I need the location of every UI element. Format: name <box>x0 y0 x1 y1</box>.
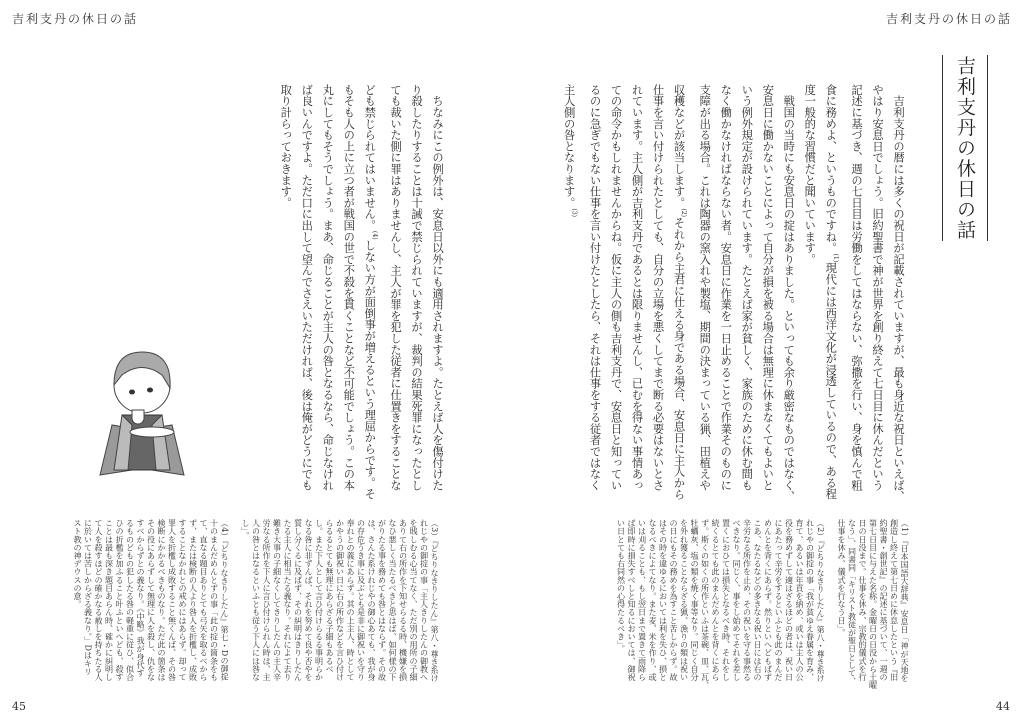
text-line: ちなみにこの例外は、安息日以外にも適用されますよ。たとえば人を傷付けた <box>431 84 444 491</box>
character-illustration <box>92 330 192 480</box>
text-line: 主人側の咎となります。$^{(3)}$ <box>562 84 578 218</box>
text-line: 食に務めよ、というものですね。$^{(1)}$現代には西洋文化が浸透しているので、ある程 <box>824 84 839 500</box>
footnote-line: ことは最も深き題目あらん時、確かに糾明し <box>104 519 115 681</box>
text-line: 安息日に働かないことによって自分が損を被る場合は無理に休まなくてもよいと <box>761 84 775 491</box>
footnote-line: 罪人を折檻し成敗すること無くんば、その咎 <box>167 519 178 681</box>
text-line: いう例外規定が設けられています。たとえば家が貧しく、家族のために休む間も <box>740 84 754 491</box>
footnote-line: ありて右の所作を下知せらるる時、機嫌を損 <box>398 519 409 681</box>
footnote-line: し。また下人として言ひ付けらるる事明らか <box>314 519 325 681</box>
footnote-line: こあ、なたるなどの多きなる祝い日には右の <box>753 519 763 681</box>
footnote-line: に於いては苦しからざる義なり。」Dはキリ <box>83 519 94 676</box>
footnote-line: （4）『どちりなきりしたん』第七・Dの御掟 <box>220 519 230 681</box>
left-main-text <box>275 84 448 504</box>
text-line: り殺したりすることは十誡で禁じられていますが、裁判の結果死罪になったとし <box>410 84 423 491</box>
text-line: ば良いんですよ。ただ口に出して望んでさえいただければ、後は俺がどうにでも <box>300 84 314 491</box>
left-page-number: 45 <box>12 700 26 713</box>
footnote-line: （2）『どちりなきりしたん』第八・尊き系け <box>816 519 826 683</box>
footnote-line: 難き大事の子細なくしてきりしたんの主人辛 <box>272 519 283 681</box>
footnote-line: 辛労なる所作を止め、その祝いを守る事然る <box>742 519 753 681</box>
footnote-line: 労なる所作を下人に言ひ付けられん時は、主 <box>262 519 272 681</box>
footnote-line: 質し分くるに及ばず、その糾明はきりしたん <box>293 519 304 681</box>
right-page-number: 44 <box>996 700 1010 713</box>
text-line: もそも人の上に立つ者が戦国の世で不殺を貫くことなど不可能でしょう。この本 <box>342 84 356 491</box>
footnote-line: の存危うき事に及ぶとも是非に御祝いを守り <box>356 519 367 681</box>
text-line: 取り計らっておきます。 <box>279 84 293 209</box>
footnote-line: ず。斯くの如くの所作といふは茶碗、皿、瓦、 <box>700 519 711 690</box>
footnote-line: るものどもの犯したる咎の軽重に従ひ、似合 <box>125 519 136 681</box>
text-line: 収穫などが該当します。$^{(2)}$それから主君に仕える身である場合、安息日に主人から <box>672 84 688 500</box>
text-line: れています。主人側が吉利支丹であるとは限りませんし、已むを得ない事情あっ <box>630 84 644 491</box>
footnote-line: にあたって辛労をするといふとも此のまんだ <box>774 519 784 681</box>
footnote-line: れじやの御掟の事「主人きりしたんの御教へ <box>419 519 430 681</box>
footnote-line: （3）『どちりなきりしたん』第八・尊き系け <box>430 519 440 683</box>
footnote-line: なう」、同書同「キリスト教徒が聖日として、 <box>847 519 858 686</box>
footnote-line: スト教の神デウスの意。 <box>73 519 83 609</box>
footnote-gap <box>230 519 241 699</box>
footnote-line: なるべきによてなり。また麦、米を作り、或 <box>648 519 658 681</box>
footnote-line: なる咎に非ずんば、それを努めて良や否やを <box>304 519 314 681</box>
footnote-line: かやうの御祝い日に右の所作などを言ひ付け <box>335 519 346 681</box>
text-line: 度一般的な習慣だと聞いています。 <box>803 84 817 265</box>
footnote-line: がりたる事を務めても咎とはならず。その故 <box>377 519 388 681</box>
footnote-line: は、さんた系けれじやの御心あても、我が身 <box>367 519 377 681</box>
footnote-line: 日の日没まで。仕事を休み、宗教的儀式を行 <box>858 519 868 681</box>
footnote-line: はその時を違ゆるにおいては利を失ひ、損と <box>658 519 669 681</box>
footnote-line: い日とても右同然の心得たるべき」。 <box>616 519 627 653</box>
left-running-head: 吉利支丹の休日の話 <box>12 12 139 26</box>
footnote-ref[interactable]: (4) <box>371 230 378 240</box>
footnote-line: 十のまんだめんとずの事「此の掟の箇条をも <box>209 519 220 681</box>
footnote-line: その役にあらずして無理に人を殺し、仇をな <box>146 519 157 681</box>
text-line: ての命令かもしれませんからね。仮に主人の側も吉利支丹で、安息日と知ってい <box>609 84 623 491</box>
footnote-line: 約聖書・創世記』の記述に基づいて、一週の <box>879 519 889 681</box>
footnote-line: 仕事を休み、儀式を行なう日」。 <box>837 519 847 637</box>
left-footnotes <box>73 519 441 699</box>
footnote-line: て、直なる題目ありとても弓矢を取るべから <box>199 519 209 681</box>
text-line: 支障が出る場合。これは陶器の窯入れや製塩、期間の決まっている猟、田植えや <box>698 84 712 491</box>
text-line: 戦国の当時にも安息日の掟はありました。といっても余り厳密なものではなく、 <box>782 84 796 503</box>
footnote-line: らるるとても無理にあらざる子細もあるべ <box>325 519 335 673</box>
footnote-line: て人を殺すほどの確かなる赦しを持ちたる人 <box>94 519 104 681</box>
footnote-line: めんとを背くにあらず。然りといへどもばず <box>763 519 774 681</box>
text-line: ども禁じられてはいません。$^{(4)}$しない方が面倒事が増えるという理屈からです。そ <box>363 84 378 500</box>
text-line: 仕事を言い付けられたとしても、自分の立場を悪くしてまで断る必要はないとさ <box>651 84 665 491</box>
footnote-line: し」。 <box>241 519 251 540</box>
footnote-line: 奉れとの義にあらず。其の上主人、時として <box>346 519 356 681</box>
footnote-line: 置くにおひては損失となるべき時、それをし <box>721 519 732 681</box>
footnote-line: 第七日目に与えた名称。金曜日の日没から土曜 <box>868 519 879 690</box>
footnote-gap <box>826 519 837 699</box>
text-line: 記述に基づき、週の七日目は労働をしてはならない、弥撒を行い、身を慎んで粗 <box>850 84 863 491</box>
chapter-title: 吉利支丹の休日の話 <box>942 55 988 241</box>
footnote-line: の日にもその務めを為すこと苦しからず。故 <box>669 519 679 681</box>
footnote-line: を賎しむる心当てなく、ただ別の用所の子細 <box>409 519 419 681</box>
footnote-line: ず、または検断の人より咎人を折檻し、成敗 <box>188 519 199 681</box>
footnote-line: 検断にかかるべきものなり。ただ此の箇条は <box>157 519 167 681</box>
footnote-line: ば即時に損失すべしと知るにおいては、御祝 <box>627 519 637 681</box>
footnote-line: れじやの御掟の事「我が貧ゆえ眷属を育み、 <box>805 519 816 681</box>
footnote-ref[interactable]: (1) <box>832 253 839 263</box>
text-line: なく働かなければならない者。安息日に作業を一日止めることで作業そのものに <box>719 84 733 491</box>
right-main-text <box>559 84 909 504</box>
footnote-line: なひ悪しく当たるべきと思はば、如何様の下 <box>388 519 398 681</box>
text-line: るのに急ぎでもない仕事を言い付けたとしたら、それは仕事をする従者ではなく <box>588 84 602 491</box>
footnote-ref[interactable]: (2) <box>680 208 688 218</box>
footnote-line: いは刈ることも、もし翌日まで置きて雨降ら <box>637 519 648 681</box>
footnote-line: 育て、あるいは年貢を納め、或いは主人の公 <box>795 519 805 681</box>
footnote-line: 人の咎とはなるといふとも従う下人には咎な <box>251 519 262 681</box>
footnote-line: 創造し終えて第七日めに休息したという『旧 <box>889 519 900 681</box>
footnote-line: たる主人に相当たる義なり。それによて去り <box>283 519 293 681</box>
footnote-line: べきなり。同じく、事をし始めてそれを差し <box>732 519 742 681</box>
right-footnotes <box>616 519 910 699</box>
footnote-line: 続くるとても此のまんだめんとを背くにあら <box>711 519 721 681</box>
footnote-line: 役を務めずして適はざるほどの者は、祝い日 <box>784 519 795 681</box>
footnote-line: すべからずとの義なり。《中略》我が身代す <box>136 519 146 677</box>
footnote-line: 牡蠣灰、塩の類を焼く事等なり。同じく自分 <box>690 519 700 681</box>
right-running-head: 吉利支丹の休日の話 <box>885 12 1012 26</box>
footnote-line: ひの折檻を加ふること叶ふといへども、殺す <box>115 519 125 681</box>
footnote-ref[interactable]: (3) <box>570 208 578 218</box>
text-line: ても裁いた側に罪はありませんし、主人が罪を犯した従者に仕置きをすることな <box>389 84 402 491</box>
text-line: 吉利支丹の暦には多くの祝日が記載されていますが、最も身近な祝日といえば、 <box>892 84 905 503</box>
footnote-line: することなかれとの戒めにはあらず。却って <box>178 519 188 681</box>
footnote-line: （1）『日本国語大辞典』安息日「神が天地を <box>900 519 910 683</box>
text-line: 丸にしてもそうでしょう。まあ、命じることが主人の咎となるなら、命じなけれ <box>321 84 335 491</box>
text-line: やはり安息日でしょう。旧約聖書で神が世界を創り終えて七日目に休んだという <box>871 84 884 491</box>
footnote-line: を外れ獲ることならざる猟、漁りの類は祝い <box>679 519 690 681</box>
